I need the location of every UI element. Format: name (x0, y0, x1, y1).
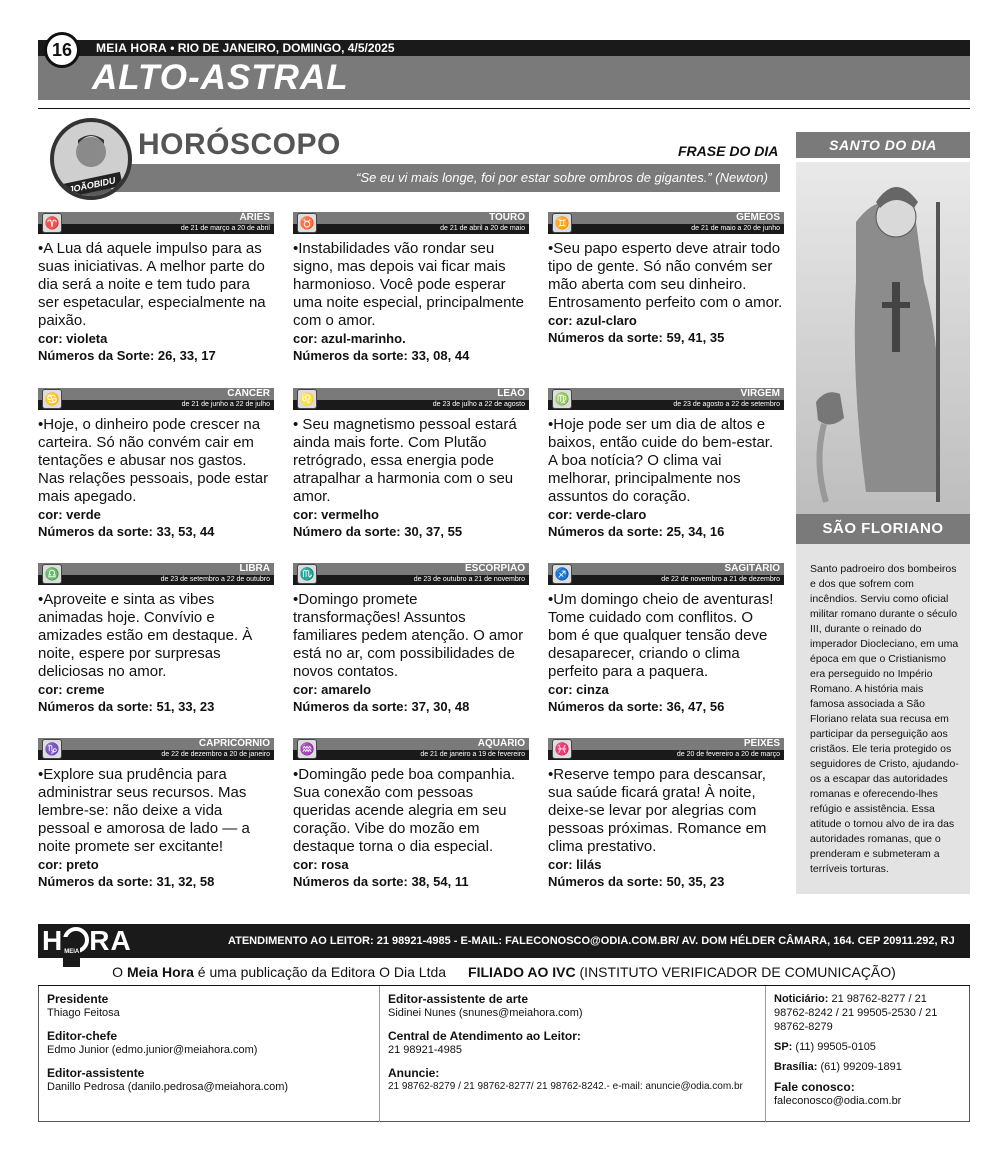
staff-label: Anuncie: (388, 1066, 440, 1080)
sign-dates: de 22 de novembro a 21 de dezembro (661, 576, 780, 583)
staff-value: 21 98762-8279 / 21 98762-8277/ 21 98762-8242.- e-mail: anuncie@odia.com.br (388, 1081, 743, 1092)
sign-dates: de 21 de março a 20 de abril (180, 225, 270, 232)
sign-dates: de 23 de julho a 22 de agosto (432, 401, 525, 408)
sp-value: (11) 99505-0105 (792, 1041, 876, 1053)
sign-name: CAPRICÓRNIO (198, 738, 270, 749)
staff-col-1 (39, 986, 379, 1122)
section-bar (38, 56, 970, 100)
logo-ring (63, 927, 89, 953)
sign-name: CÂNCER (227, 388, 270, 399)
pub-rest: é uma publicação da Editora O Dia Ltda (193, 964, 447, 980)
page-number: 16 (44, 32, 80, 68)
brand-name: MEIA HORA (96, 41, 167, 55)
sign-block-sagittarius (548, 563, 784, 715)
sign-text: • Reserve tempo para descansar, sua saúde ficará grata! À noite, deixe-se levar por alegrias com pessoas próximas. Romance em clima prestativo. (548, 766, 784, 856)
brasilia-line (774, 1060, 963, 1074)
sign-dates: de 21 de abril a 20 de maio (440, 225, 525, 232)
sign-numbers: Números da sorte: 37, 30, 48 (293, 699, 470, 714)
sign-numbers: Números da Sorte: 26, 33, 17 (38, 348, 216, 363)
noticiario-line (774, 992, 963, 1034)
top-bar (38, 40, 970, 56)
leo-icon: ♌ (297, 389, 317, 409)
sign-name: GÊMEOS (736, 212, 780, 223)
sign-text: • Seu magnetismo pessoal estará ainda mais forte. Com Plutão retrógrado, essa energia pode atrapalhar a harmonia com o seu amor. (293, 416, 529, 506)
sign-color: cor: rosa (293, 857, 349, 872)
aries-icon: ♈ (42, 213, 62, 233)
brasilia-label: Brasília: (774, 1061, 818, 1073)
taurus-icon: ♉ (297, 213, 317, 233)
frase-text: “Se eu vi mais longe, foi por estar sobre ombros de gigantes.” (Newton) (356, 170, 768, 185)
noticiario-value: 21 98762-8277 / 21 98762-8242 / 21 99505-2530 / 21 98762-8279 (774, 993, 938, 1033)
ivc-label: FILIADO AO IVC (468, 964, 576, 980)
sign-text: • Hoje pode ser um dia de altos e baixos, então cuide do bem-estar. A boa notícia? O clima vai melhorar, principalmente nos assuntos do coração. (548, 416, 784, 506)
scorpio-icon: ♏ (297, 564, 317, 584)
sign-block-gemini (548, 212, 784, 346)
sp-label: SP: (774, 1041, 793, 1053)
sign-text: • Domingão pede boa companhia. Sua conexão com pessoas queridas acende alegria em seu coração. Vibe do mozão em destaque torna o dia especial. (293, 766, 529, 856)
staff-label: Editor-assistente de arte (388, 992, 529, 1006)
sign-dates: de 21 de junho a 22 de julho (181, 401, 270, 408)
saint-figure-icon (796, 162, 970, 514)
staff-value: Thiago Feitosa (47, 1007, 120, 1019)
staff-label: Editor-assistente (47, 1066, 145, 1080)
noticiario-label: Noticiário: (774, 993, 829, 1005)
brasilia-value: (61) 99209-1891 (817, 1061, 902, 1073)
horoscope-title: HORÓSCOPO (138, 128, 341, 161)
sign-name: SAGITÁRIO (724, 563, 780, 574)
sign-numbers: Números da sorte: 51, 33, 23 (38, 699, 215, 714)
gemini-icon: ♊ (552, 213, 572, 233)
sign-name: PEIXES (743, 738, 780, 749)
ivc-rest: (INSTITUTO VERIFICADOR DE COMUNICAÇÃO) (575, 964, 896, 980)
sign-name: LEÃO (497, 388, 525, 399)
virgo-icon: ♍ (552, 389, 572, 409)
sign-numbers: Números da sorte: 25, 34, 16 (548, 524, 725, 539)
sign-numbers: Números da sorte: 36, 47, 56 (548, 699, 725, 714)
section-title: ALTO-ASTRAL (92, 58, 349, 97)
staff-value: Sidinei Nunes (snunes@meiahora.com) (388, 1007, 583, 1019)
sign-numbers: Números da sorte: 59, 41, 35 (548, 330, 725, 345)
cancer-icon: ♋ (42, 389, 62, 409)
sign-color: cor: verde-claro (548, 507, 647, 522)
sign-text: • Explore sua prudência para administrar seus recursos. Mas lembre-se: não deixe a vida pessoal e amorosa de lado — a noite promete ser excitante! (38, 766, 274, 856)
libra-icon: ♎ (42, 564, 62, 584)
staff-value: Edmo Junior (edmo.junior@meiahora.com) (47, 1044, 258, 1056)
sign-dates: de 23 de agosto a 22 de setembro (673, 401, 780, 408)
staff-label: Editor-chefe (47, 1029, 118, 1043)
sign-numbers: Números da sorte: 33, 08, 44 (293, 348, 470, 363)
sign-text: • Um domingo cheio de aventuras! Tome cuidado com conflitos. O bom é que qualquer tensão deve desaparecer, criando o clima perfeito para a paquera. (548, 591, 784, 681)
sign-color: cor: lilás (548, 857, 602, 872)
sign-dates: de 22 de dezembro a 20 de janeiro (161, 751, 270, 758)
sign-block-aries (38, 212, 274, 364)
sign-block-aquarius (293, 738, 529, 890)
sign-color: cor: preto (38, 857, 99, 872)
footer-contact: ATENDIMENTO AO LEITOR: 21 98921-4985 - E-MAIL: FALECONOSCO@ODIA.COM.BR/ AV. DOM HÉLDER CÂMARA, 164. CEP 20911.292, RJ (228, 935, 955, 947)
sign-dates: de 23 de setembro a 22 de outubro (160, 576, 270, 583)
staff-value: Danillo Pedrosa (danilo.pedrosa@meiahora.com) (47, 1081, 289, 1093)
sign-text: • Aproveite e sinta as vibes animadas hoje. Convívio e amizades estão em destaque. À noite, espere por surpresas deliciosas no amor. (38, 591, 274, 681)
logo-letters-ra: RA (89, 925, 132, 956)
fale-label: Fale conosco: (774, 1080, 855, 1094)
sign-name: AQUÁRIO (477, 738, 525, 749)
dateline: • RIO DE JANEIRO, DOMINGO, 4/5/2025 (166, 41, 395, 55)
sign-block-taurus (293, 212, 529, 364)
aquarius-icon: ♒ (297, 739, 317, 759)
staff-box (38, 986, 970, 1122)
sign-numbers: Números da sorte: 50, 35, 23 (548, 874, 725, 889)
astrologer-avatar (50, 118, 132, 200)
sign-color: cor: creme (38, 682, 105, 697)
logo-ring-text: MEIA (63, 937, 80, 967)
fale-value: faleconosco@odia.com.br (774, 1095, 902, 1107)
staff-label: Central de Atendimento ao Leitor: (388, 1029, 581, 1043)
sign-color: cor: verde (38, 507, 101, 522)
sign-dates: de 21 de janeiro a 19 de fevereiro (420, 751, 525, 758)
frase-do-dia (96, 164, 780, 192)
staff-col-2 (379, 986, 765, 1122)
frase-label: FRASE DO DIA (678, 143, 779, 159)
saint-illustration (796, 162, 970, 514)
sign-color: cor: cinza (548, 682, 609, 697)
sign-text: • Seu papo esperto deve atrair todo tipo de gente. Só não convém ser mão aberta com seu dinheiro. Entrosamento perfeito com o amor. (548, 240, 784, 312)
sign-name: VIRGEM (740, 388, 780, 399)
saint-description: Santo padroeiro dos bombeiros e dos que sofrem com incêndios. Serviu como oficial militar romano durante o século III, durante o reinado do imperador Diocleciano, em uma época em que o Cristianismo era perseguido no Império Romano. A história mais famosa associada a São Floriano relata sua recusa em participar da perseguição aos cristãos. Ele teria protegido os seguidores de Cristo, ajudando-os a escapar das autoridades romanas e oferecendo-lhes refúgio e assistência. Essa atitude o tornou alvo de ira das autoridades romanas, que o prenderam e submeteram a terríveis torturas. (796, 544, 970, 894)
sign-name: ESCORPIÃO (464, 563, 525, 574)
capricorn-icon: ♑ (42, 739, 62, 759)
sign-color: cor: vermelho (293, 507, 379, 522)
footer-bar (38, 924, 970, 958)
sign-dates: de 21 de maio a 20 de junho (691, 225, 780, 232)
santo-do-dia-header: SANTO DO DIA (796, 132, 970, 158)
pub-brand: Meia Hora (126, 964, 194, 980)
sign-name: TOURO (489, 212, 525, 223)
sign-text: • A Lua dá aquele impulso para as suas iniciativas. A melhor parte do dia será a noite e tem tudo para ser espetacular, especialmente na paixão. (38, 240, 274, 330)
sign-block-libra (38, 563, 274, 715)
sp-line (774, 1040, 963, 1054)
sign-color: cor: violeta (38, 331, 108, 346)
sign-block-leo (293, 388, 529, 540)
sign-dates: de 20 de fevereiro a 20 de março (676, 751, 780, 758)
sign-block-capricorn (38, 738, 274, 890)
sign-dates: de 23 de outubro a 21 de novembro (413, 576, 525, 583)
sign-color: cor: amarelo (293, 682, 372, 697)
sagittarius-icon: ♐ (552, 564, 572, 584)
sign-name: ÁRIES (239, 212, 270, 223)
pisces-icon: ♓ (552, 739, 572, 759)
section-divider (38, 108, 970, 109)
sign-block-virgo (548, 388, 784, 540)
astrologer-badge: JOÃOBIDU (61, 172, 123, 198)
meia-hora-logo (42, 926, 182, 956)
sign-text: • Hoje, o dinheiro pode crescer na carteira. Só não convém cair em tentações e abusar nos gastos. Nas relações pessoais, pode estar mais apegado. (38, 416, 274, 506)
sign-color: cor: azul-marinho. (293, 331, 406, 346)
sign-numbers: Números da sorte: 33, 53, 44 (38, 524, 215, 539)
sign-name: LIBRA (239, 563, 270, 574)
staff-value: 21 98921-4985 (388, 1044, 463, 1056)
logo-letter-h: H (42, 925, 64, 956)
pub-o: O (112, 964, 127, 980)
saint-name: SÃO FLORIANO (796, 514, 970, 544)
sign-text: • Domingo promete transformações! Assuntos familiares pedem atenção. O amor está no ar, com possibilidades de novos contatos. (293, 591, 529, 681)
sign-text: • Instabilidades vão rondar seu signo, mas depois vai ficar mais harmonioso. Você pode esperar uma noite especial, principalmente com o amor. (293, 240, 529, 330)
sign-block-pisces (548, 738, 784, 890)
staff-col-3 (765, 986, 971, 1122)
staff-label: Presidente (47, 992, 109, 1006)
sign-numbers: Números da sorte: 38, 54, 11 (293, 874, 469, 889)
sign-numbers: Números da sorte: 31, 32, 58 (38, 874, 215, 889)
publication-line (38, 960, 970, 986)
sign-numbers: Número da sorte: 30, 37, 55 (293, 524, 463, 539)
sign-color: cor: azul-claro (548, 313, 637, 328)
sign-block-cancer (38, 388, 274, 540)
sign-block-scorpio (293, 563, 529, 715)
